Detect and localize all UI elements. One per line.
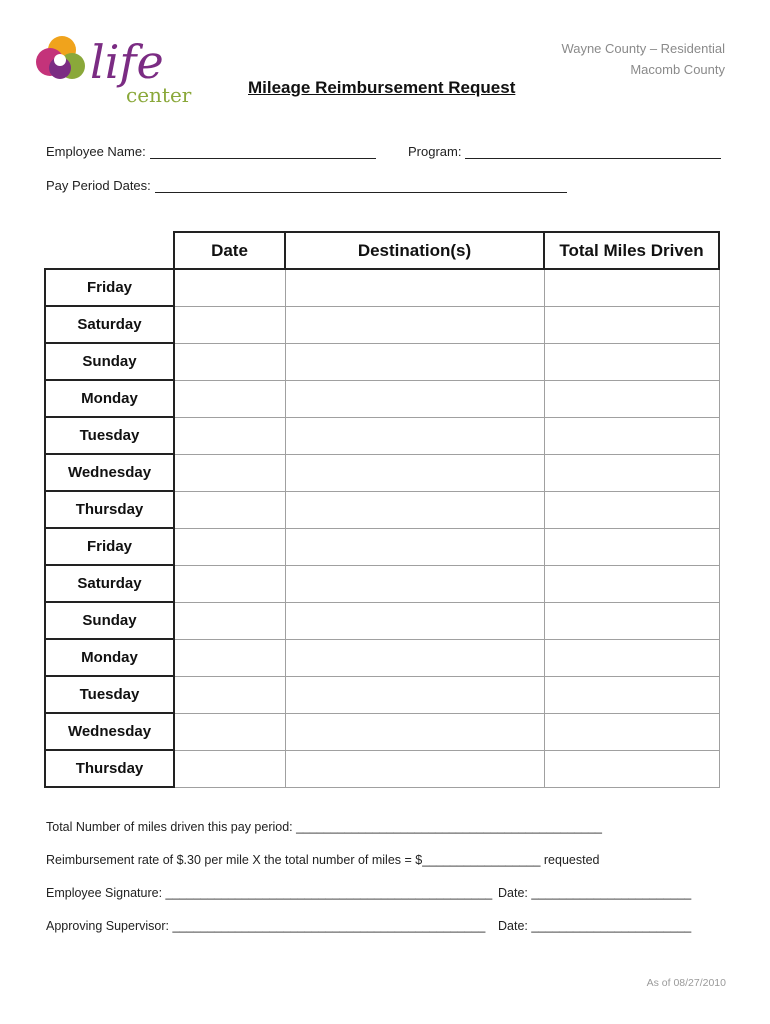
- mileage-table: [44, 231, 720, 788]
- miles-cell[interactable]: [544, 565, 719, 602]
- day-label: Saturday: [45, 565, 174, 602]
- day-label: Friday: [45, 269, 174, 306]
- destination-cell[interactable]: [285, 639, 544, 676]
- destination-cell[interactable]: [285, 713, 544, 750]
- date-cell[interactable]: [174, 454, 285, 491]
- destination-cell[interactable]: [285, 306, 544, 343]
- destination-cell[interactable]: [285, 602, 544, 639]
- table-row: [45, 713, 719, 750]
- miles-cell[interactable]: [544, 639, 719, 676]
- miles-cell[interactable]: [544, 676, 719, 713]
- table-row: [45, 565, 719, 602]
- miles-cell[interactable]: [544, 528, 719, 565]
- column-header-date: Date: [174, 232, 285, 269]
- date-cell[interactable]: [174, 565, 285, 602]
- destination-cell[interactable]: [285, 676, 544, 713]
- table-row: [45, 306, 719, 343]
- total-miles-line[interactable]: Total Number of miles driven this pay period: ____________________________________________: [46, 820, 602, 834]
- program-label: Program:: [408, 144, 462, 159]
- org-line-2: Macomb County: [630, 62, 725, 77]
- table-row: [45, 343, 719, 380]
- table-row: [45, 639, 719, 676]
- miles-cell[interactable]: [544, 750, 719, 787]
- table-row: [45, 380, 719, 417]
- destination-cell[interactable]: [285, 491, 544, 528]
- day-label: Tuesday: [45, 417, 174, 454]
- day-label: Monday: [45, 380, 174, 417]
- miles-cell[interactable]: [544, 602, 719, 639]
- day-label: Thursday: [45, 491, 174, 528]
- day-label: Monday: [45, 639, 174, 676]
- supervisor-date-line[interactable]: Date: _______________________: [498, 919, 692, 933]
- table-row: [45, 417, 719, 454]
- pay-period-line[interactable]: [155, 179, 567, 193]
- column-header-total-miles: Total Miles Driven: [544, 232, 719, 269]
- table-row: [45, 269, 719, 306]
- destination-cell[interactable]: [285, 269, 544, 306]
- date-cell[interactable]: [174, 528, 285, 565]
- destination-cell[interactable]: [285, 528, 544, 565]
- miles-cell[interactable]: [544, 306, 719, 343]
- employee-name-line[interactable]: [150, 145, 376, 159]
- pay-period-label: Pay Period Dates:: [46, 178, 151, 193]
- logo-word-center: center: [126, 83, 192, 107]
- day-label: Friday: [45, 528, 174, 565]
- date-cell[interactable]: [174, 750, 285, 787]
- approving-supervisor-line[interactable]: Approving Supervisor: _____________________________________________: [46, 919, 486, 933]
- day-label: Sunday: [45, 343, 174, 380]
- life-center-logo: [28, 28, 200, 110]
- org-line-1: Wayne County – Residential: [561, 41, 725, 56]
- program-line[interactable]: [465, 145, 721, 159]
- day-label: Saturday: [45, 306, 174, 343]
- miles-cell[interactable]: [544, 491, 719, 528]
- destination-cell[interactable]: [285, 750, 544, 787]
- destination-cell[interactable]: [285, 343, 544, 380]
- date-cell[interactable]: [174, 639, 285, 676]
- date-cell[interactable]: [174, 343, 285, 380]
- day-label: Tuesday: [45, 676, 174, 713]
- day-label: Wednesday: [45, 713, 174, 750]
- program-field[interactable]: [408, 141, 721, 159]
- destination-cell[interactable]: [285, 565, 544, 602]
- column-header-destinations: Destination(s): [285, 232, 544, 269]
- date-cell[interactable]: [174, 602, 285, 639]
- date-cell[interactable]: [174, 380, 285, 417]
- date-cell[interactable]: [174, 269, 285, 306]
- organization-info: [561, 38, 725, 80]
- date-cell[interactable]: [174, 417, 285, 454]
- table-row: [45, 602, 719, 639]
- employee-name-label: Employee Name:: [46, 144, 146, 159]
- miles-cell[interactable]: [544, 269, 719, 306]
- date-cell[interactable]: [174, 713, 285, 750]
- form-title: Mileage Reimbursement Request: [248, 78, 516, 97]
- employee-date-line[interactable]: Date: _______________________: [498, 886, 692, 900]
- table-row: [45, 750, 719, 787]
- destination-cell[interactable]: [285, 380, 544, 417]
- table-row: [45, 676, 719, 713]
- employee-name-field[interactable]: [46, 141, 376, 159]
- table-row: [45, 491, 719, 528]
- table-row: [45, 528, 719, 565]
- table-corner: [45, 232, 174, 269]
- destination-cell[interactable]: [285, 454, 544, 491]
- date-cell[interactable]: [174, 491, 285, 528]
- day-label: Thursday: [45, 750, 174, 787]
- day-label: Sunday: [45, 602, 174, 639]
- date-cell[interactable]: [174, 676, 285, 713]
- pay-period-field[interactable]: [46, 175, 567, 193]
- miles-cell[interactable]: [544, 713, 719, 750]
- miles-cell[interactable]: [544, 343, 719, 380]
- table-header-row: [45, 232, 719, 269]
- miles-cell[interactable]: [544, 454, 719, 491]
- miles-cell[interactable]: [544, 380, 719, 417]
- table-body: [45, 269, 719, 787]
- table-row: [45, 454, 719, 491]
- logo-word-life: life: [90, 35, 164, 89]
- reimbursement-line[interactable]: Reimbursement rate of $.30 per mile X the total number of miles = $_________________ requested: [46, 853, 600, 867]
- revision-date: As of 08/27/2010: [646, 977, 726, 989]
- date-cell[interactable]: [174, 306, 285, 343]
- miles-cell[interactable]: [544, 417, 719, 454]
- day-label: Wednesday: [45, 454, 174, 491]
- logo-graphic: [28, 28, 200, 110]
- employee-signature-line[interactable]: Employee Signature: _______________________________________________: [46, 886, 493, 900]
- destination-cell[interactable]: [285, 417, 544, 454]
